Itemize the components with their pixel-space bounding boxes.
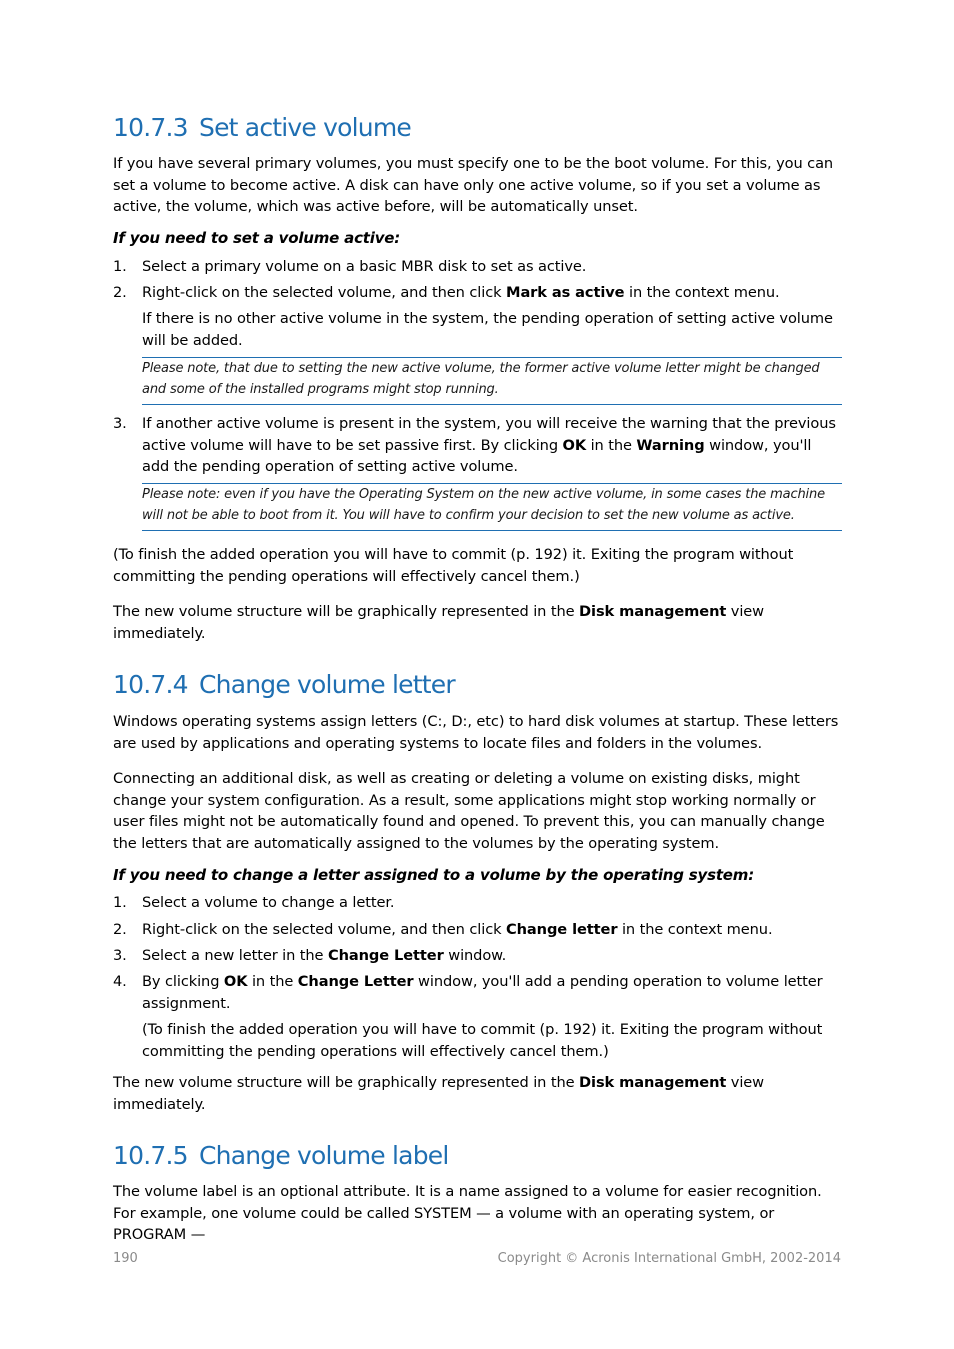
ui-term-change-letter-window: Change Letter <box>297 973 414 990</box>
list-item <box>113 256 841 278</box>
copyright-notice: Copyright © Acronis International GmbH, 2002-2014 <box>497 1251 841 1266</box>
list-continuation: (To finish the added operation you will have to commit (p. 192) it. Exiting the program without committing the pending operations will effectively cancel them.) <box>142 1021 823 1060</box>
list-text: If another active volume is present in the system, you will receive the warning that the previous active volume will have to be set passive first. By clicking OK in the Warning window, you'll add the pending operation of setting active volume. <box>142 415 836 476</box>
list-text: Select a primary volume on a basic MBR disk to set as active. <box>142 258 587 275</box>
ui-term-change-letter: Change letter <box>506 921 618 938</box>
section-title: Change volume label <box>199 1141 449 1170</box>
note-box <box>142 483 842 531</box>
ui-term-disk-management: Disk management <box>579 1074 727 1091</box>
note-box <box>142 357 842 405</box>
list-continuation: If there is no other active volume in the system, the pending operation of setting active volume will be added. <box>142 310 833 349</box>
paragraph: Connecting an additional disk, as well as creating or deleting a volume on existing disks, might change your system configuration. As a result, some applications might stop working normally or user files might not be automatically found and opened. To prevent this, you can manually change the letters that are automatically assigned to the volumes by the operating system. <box>113 770 825 853</box>
section-heading-change-volume-label <box>113 1141 449 1170</box>
list-number: 4. <box>113 973 127 990</box>
list-item <box>113 892 841 914</box>
ui-term-disk-management: Disk management <box>579 603 727 620</box>
list-text: Select a new letter in the Change Letter window. <box>142 947 507 964</box>
section-title: Set active volume <box>199 113 411 142</box>
list-text: Select a volume to change a letter. <box>142 894 395 911</box>
section-number: 10.7.3 <box>113 113 188 142</box>
ui-term-warning: Warning <box>636 436 705 454</box>
paragraph: The volume label is an optional attribute. It is a name assigned to a volume for easier recognition. For example, one volume could be called SYSTEM — a volume with an operating system, or PROGRAM — <box>113 1183 822 1244</box>
section-number: 10.7.4 <box>113 670 188 699</box>
list-number: 2. <box>113 284 127 301</box>
ui-term-ok: OK <box>223 973 248 990</box>
instructions-heading: If you need to change a letter assigned to a volume by the operating system: <box>113 866 755 884</box>
list-number: 1. <box>113 258 127 275</box>
list-number: 3. <box>113 415 127 432</box>
list-item <box>113 945 841 967</box>
section-number: 10.7.5 <box>113 1141 188 1170</box>
list-text: By clicking OK in the Change Letter window, you'll add a pending operation to volume letter assignment. <box>142 973 823 1012</box>
commit-paragraph: (To finish the added operation you will have to commit (p. 192) it. Exiting the program without committing the pending operations will effectively cancel them.) <box>113 546 794 585</box>
list-number: 1. <box>113 894 127 911</box>
ui-term-ok: OK <box>562 436 587 454</box>
note-text: Please note: even if you have the Operating System on the new active volume, in some cases the machine will not be able to boot from it. You will have to confirm your decision to set the new volume as active. <box>142 487 825 523</box>
section-heading-change-volume-letter <box>113 670 455 699</box>
section-heading-set-active-volume <box>113 113 411 142</box>
list-item <box>113 282 841 304</box>
list-number: 3. <box>113 947 127 964</box>
result-paragraph: The new volume structure will be graphically represented in the Disk management view immediately. <box>113 603 764 642</box>
note-text: Please note, that due to setting the new active volume, the former active volume letter might be changed and some of the installed programs might stop running. <box>142 361 820 397</box>
list-number: 2. <box>113 921 127 938</box>
page-number: 190 <box>113 1251 138 1266</box>
result-paragraph: The new volume structure will be graphically represented in the Disk management view immediately. <box>113 1074 764 1113</box>
instructions-heading: If you need to set a volume active: <box>113 229 401 247</box>
list-item <box>113 413 841 478</box>
list-text: Right-click on the selected volume, and then click Change letter in the context menu. <box>142 921 773 938</box>
section-title: Change volume letter <box>199 670 455 699</box>
paragraph: Windows operating systems assign letters (C:, D:, etc) to hard disk volumes at startup. These letters are used by applications and operating systems to locate files and folders in the volumes. <box>113 713 839 752</box>
ui-term-change-letter-window: Change Letter <box>327 947 444 964</box>
intro-paragraph: If you have several primary volumes, you must specify one to be the boot volume. For this, you can set a volume to become active. A disk can have only one active volume, so if you set a volume as active, the volume, which was active before, will be automatically unset. <box>113 155 834 216</box>
list-item <box>113 971 841 1014</box>
ui-term-mark-as-active: Mark as active <box>506 284 625 301</box>
list-item <box>113 919 841 941</box>
list-text: Right-click on the selected volume, and then click Mark as active in the context menu. <box>142 284 780 301</box>
